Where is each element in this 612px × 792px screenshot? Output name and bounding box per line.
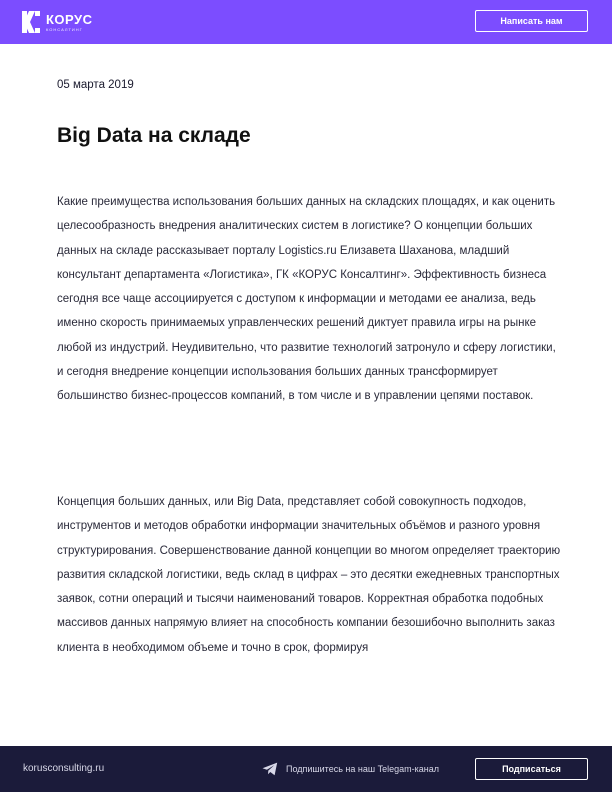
article-title: Big Data на складе [57, 124, 251, 147]
telegram-subscribe-text[interactable]: Подпишитесь на наш Telegam-канал [286, 764, 439, 774]
footer-bar [0, 746, 612, 792]
article-paragraph-1: Какие преимущества использования больших данных на складских площадях, и как оценить целесообразность внедрения аналитических систем в логистике? О концепции больших данных на складе рассказывает порталу Logistics.ru Елизавета Шаханова, младший консультант департамента «Логистика», ГК «КОРУС Консалтинг». Эффективность бизнеса сегодня все чаще ассоциируется с доступом к информации и методами ее анализа, ведь именно скорость принимаемых управленческих решений диктует правила игры на рынке любой из индустрий. Неудивительно, что развитие технологий затронуло и сферу логистики, и сегодня внедрение концепции использования больших данных трансформирует большинство бизнес-процессов компаний, в том числе и в управлении цепями поставок. [57, 196, 556, 403]
article-date: 05 марта 2019 [57, 79, 134, 91]
logo-wordmark [46, 13, 93, 32]
logo-title: КОРУС [46, 11, 93, 27]
subscribe-button[interactable]: Подписаться [475, 758, 588, 780]
write-us-button[interactable]: Написать нам [475, 10, 588, 32]
header-bar [0, 0, 612, 44]
article-paragraph-2: Концепция больших данных, или Big Data, представляет собой совокупность подходов, инструментов и методов обработки информации значительных объёмов и разного уровня структурирования. Совершенствование данной концепции во многом определяет траекторию развития складской логистики, ведь склад в цифрах – это десятки ежедневных транспортных заявок, сотни операций и тысячи наименований товаров. Корректная обработка подобных массивов данных напрямую влияет на способность компании безошибочно выполнить заказ клиента в необходимом объеме и точно в срок, формируя [57, 496, 561, 654]
site-link[interactable]: korusconsulting.ru [23, 763, 105, 774]
logo-subtitle: КОНСАЛТИНГ [46, 26, 83, 32]
telegram-icon[interactable] [262, 762, 278, 776]
korus-logo-icon [22, 11, 40, 33]
korus-logo[interactable] [22, 10, 93, 34]
